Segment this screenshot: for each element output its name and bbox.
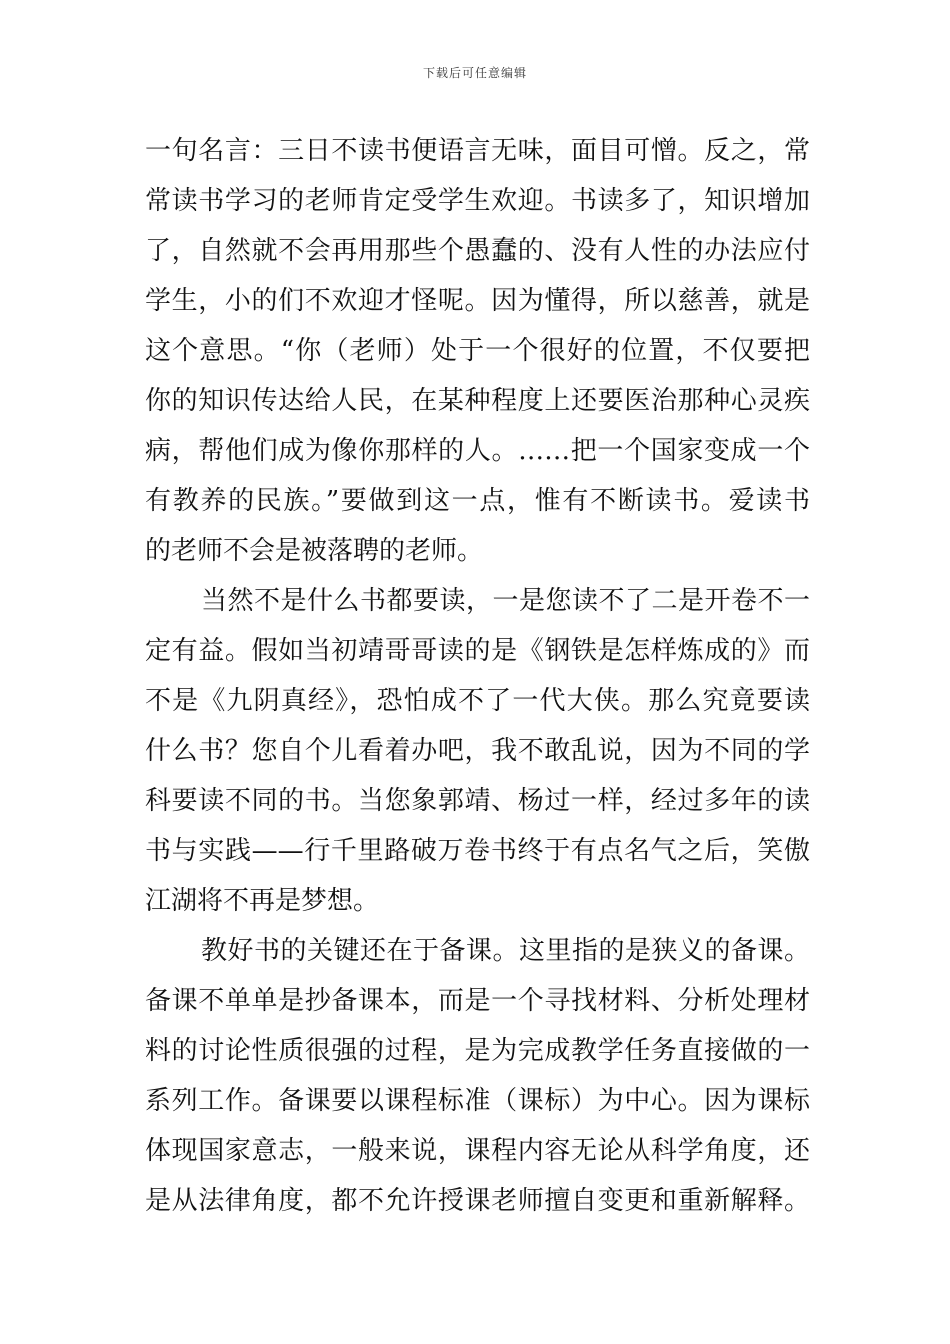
- text-line: 你的知识传达给人民，在某种程度上还要医治那种心灵疾: [145, 386, 810, 416]
- text-line: 科要读不同的书。当您象郭靖、杨过一样，经过多年的读: [145, 786, 810, 816]
- text-line: 一句名言：三日不读书便语言无味，面目可憎。反之，常: [145, 136, 810, 166]
- text-line: 教好书的关键还在于备课。这里指的是狭义的备课。: [201, 936, 810, 966]
- text-line: 不是《九阴真经》，恐怕成不了一代大侠。那么究竟要读: [145, 686, 810, 716]
- text-line: 书与实践——行千里路破万卷书终于有点名气之后，笑傲: [145, 836, 810, 866]
- text-line: 体现国家意志，一般来说，课程内容无论从科学角度，还: [145, 1136, 810, 1166]
- text-line: 当然不是什么书都要读，一是您读不了二是开卷不一: [201, 586, 810, 616]
- text-line: 病，帮他们成为像你那样的人。……把一个国家变成一个: [145, 436, 810, 466]
- text-line: 的老师不会是被落聘的老师。: [145, 536, 484, 566]
- text-line: 备课不单单是抄备课本，而是一个寻找材料、分析处理材: [145, 986, 810, 1016]
- text-line: 江湖将不再是梦想。: [145, 886, 380, 916]
- text-line: 是从法律角度，都不允许授课老师擅自变更和重新解释。: [145, 1186, 810, 1216]
- page-header: 下载后可任意编辑: [422, 66, 527, 80]
- text-line: 了，自然就不会再用那些个愚蠢的、没有人性的办法应付: [145, 236, 810, 266]
- text-line: 有教养的民族。”要做到这一点，惟有不断读书。爱读书: [145, 486, 810, 516]
- text-line: 什么书？您自个儿看着办吧，我不敢乱说，因为不同的学: [145, 736, 810, 766]
- paragraph-1: [145, 126, 810, 576]
- text-line: 料的讨论性质很强的过程，是为完成教学任务直接做的一: [145, 1036, 810, 1066]
- text-line: 这个意思。“你（老师）处于一个很好的位置，不仅要把: [145, 336, 810, 366]
- text-line: 学生，小的们不欢迎才怪呢。因为懂得，所以慈善，就是: [145, 286, 810, 316]
- text-line: 常读书学习的老师肯定受学生欢迎。书读多了，知识增加: [145, 186, 810, 216]
- paragraph-2: [145, 576, 810, 926]
- paragraph-3: [145, 926, 810, 1226]
- text-line: 定有益。假如当初靖哥哥读的是《钢铁是怎样炼成的》而: [145, 636, 810, 666]
- body-text: [145, 126, 810, 1226]
- text-line: 系列工作。备课要以课程标准（课标）为中心。因为课标: [145, 1086, 810, 1116]
